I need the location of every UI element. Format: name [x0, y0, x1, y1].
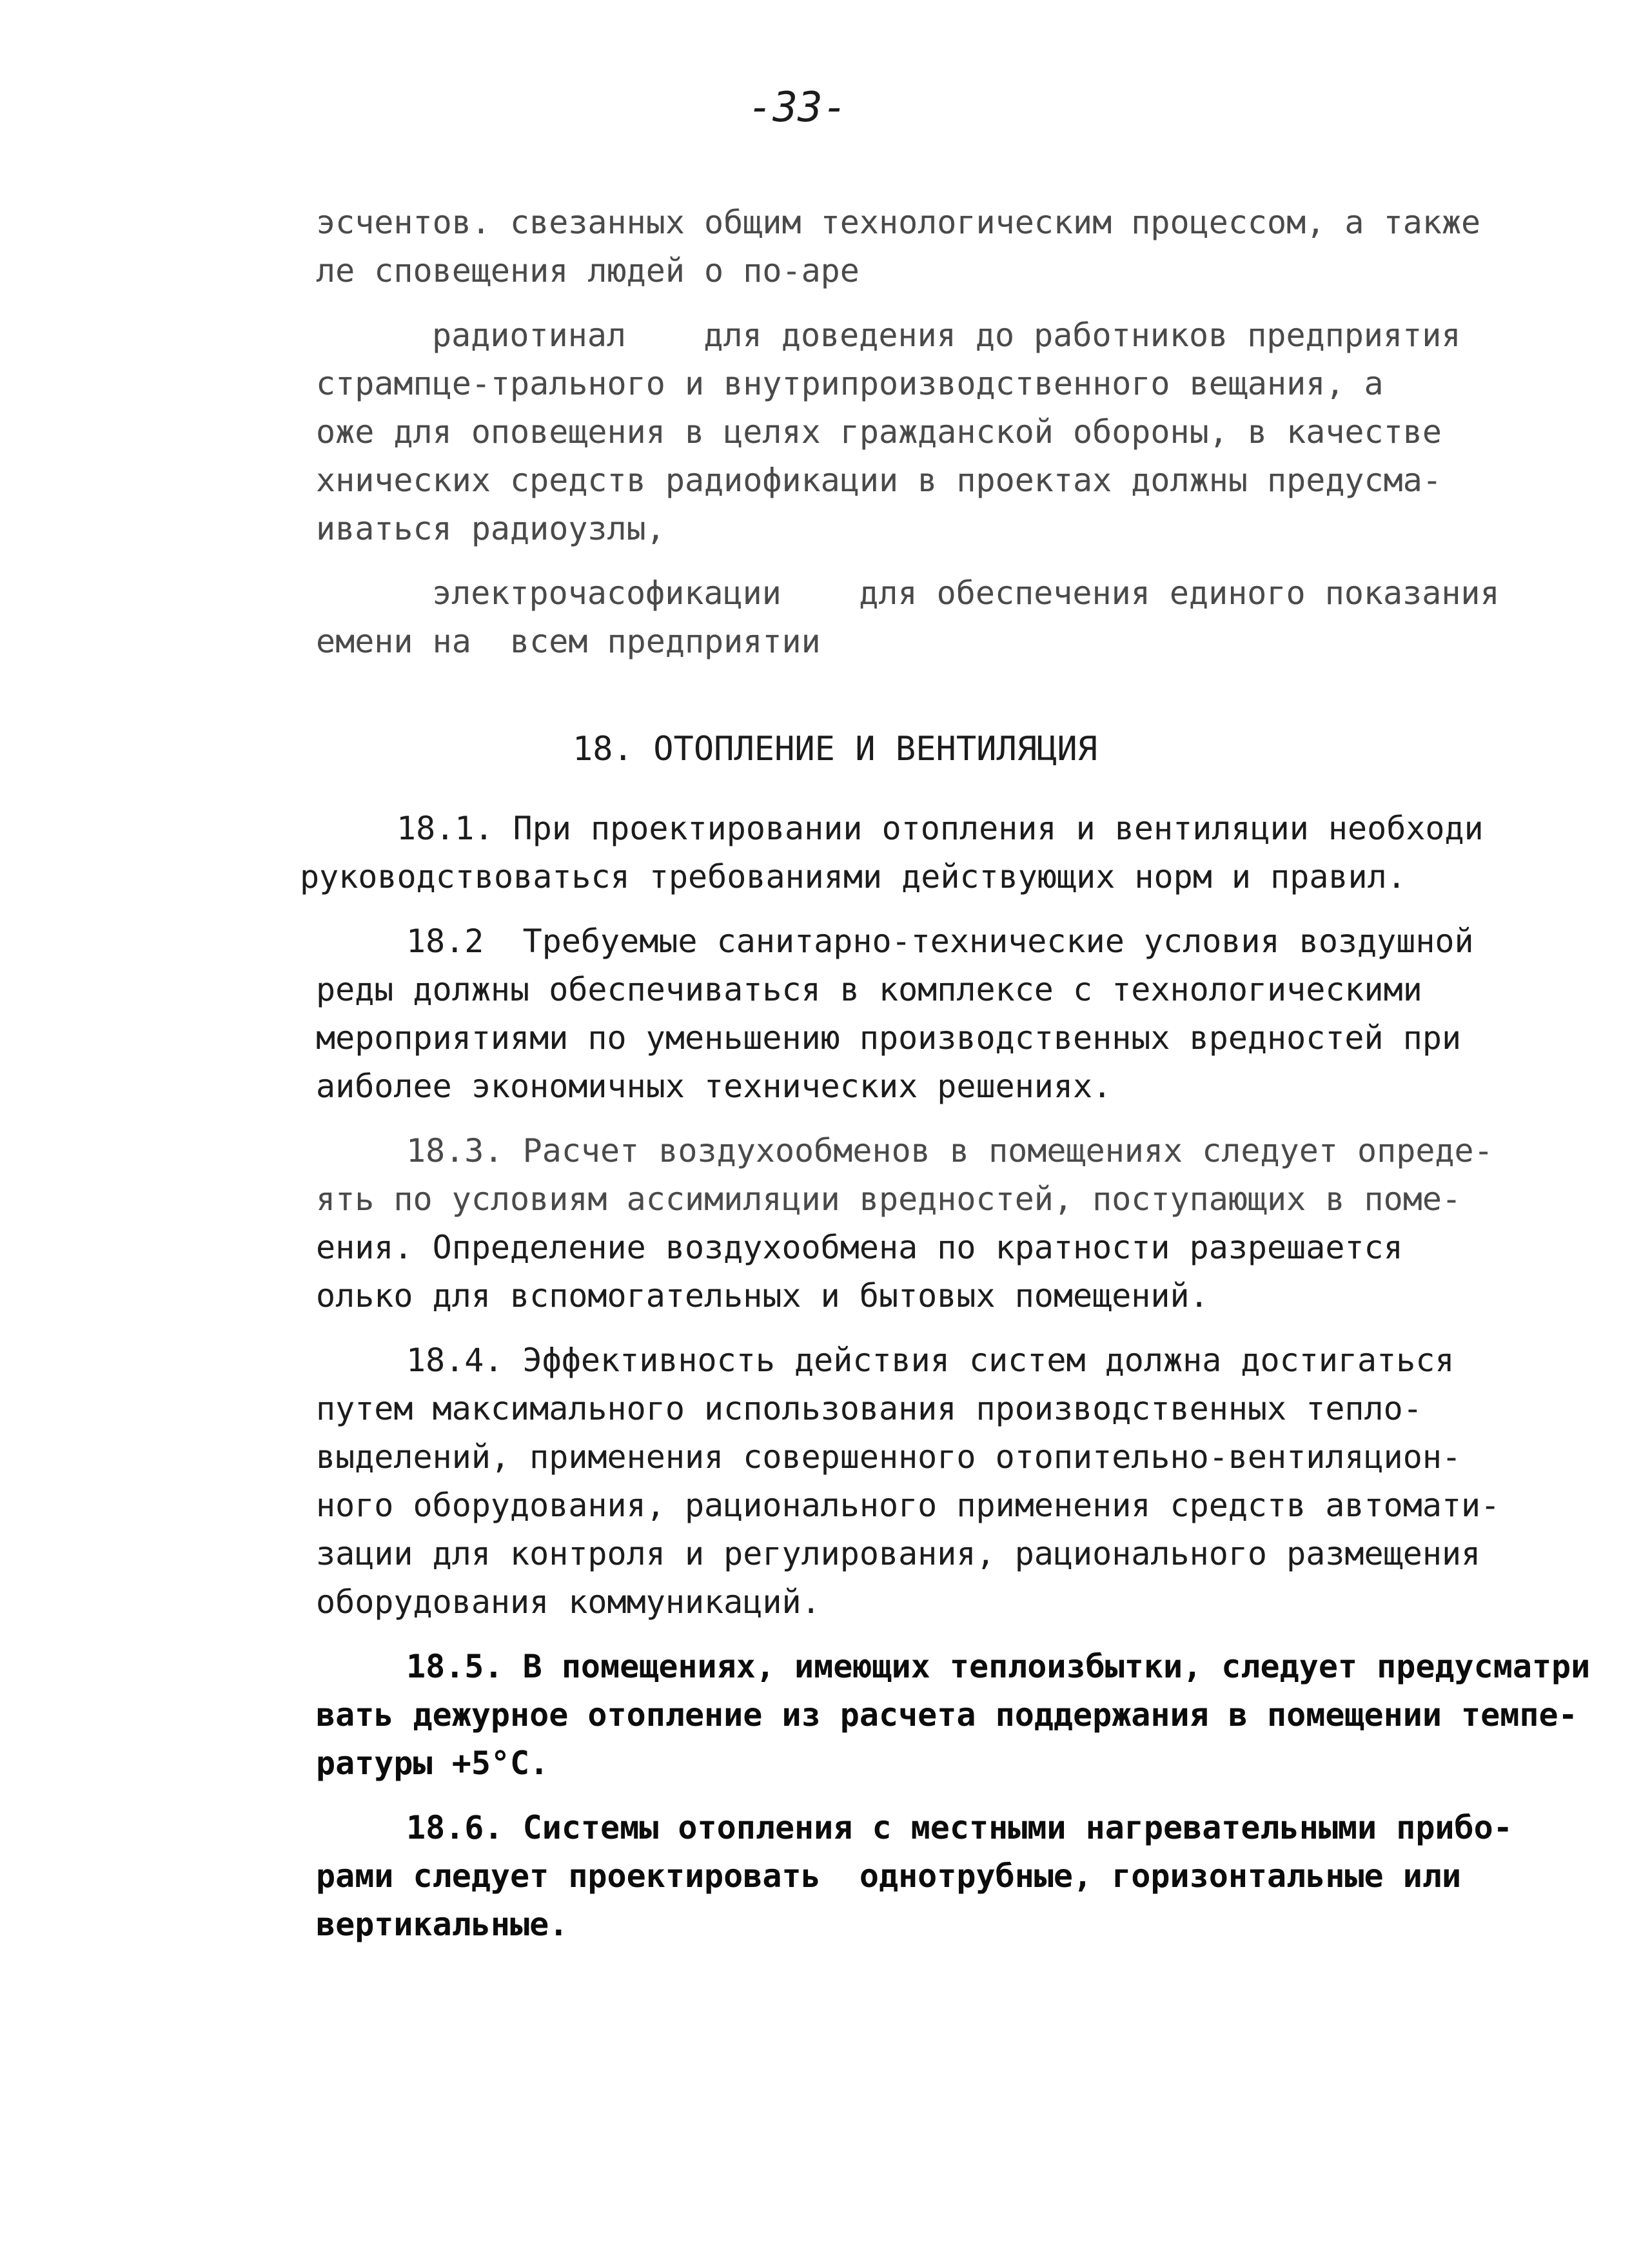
- page-number: -33-: [748, 84, 848, 132]
- text-line: 18.4. Эффективность действия систем должна достигаться: [406, 1342, 1455, 1379]
- text-line: 18.6. Системы отопления с местными нагревательными прибо-: [406, 1809, 1513, 1846]
- text-line: путем максимального использования производственных тепло-: [316, 1390, 1422, 1427]
- section-heading: 18. ОТОПЛЕНИЕ И ВЕНТИЛЯЦИЯ: [573, 730, 1097, 768]
- text-line: 18.5. В помещениях, имеющих теплоизбытки, следует предусматри: [406, 1648, 1591, 1685]
- text-line: выделений, применения совершенного отопительно-вентиляцион-: [316, 1438, 1462, 1476]
- text-line: ратуры +5°С.: [316, 1745, 549, 1782]
- text-line: оже для оповещения в целях гражданской обороны, в качестве: [316, 413, 1442, 451]
- text-line: иваться радиоузлы,: [316, 510, 665, 547]
- text-line: стрампце-трального и внутрипроизводственного вещания, а: [316, 365, 1384, 402]
- text-line: радиотинал для доведения до работников предприятия: [432, 317, 1461, 354]
- text-line: ле сповещения людей о по-аре: [316, 252, 860, 289]
- text-line: ения. Определение воздухообмена по кратности разрешается: [316, 1229, 1403, 1266]
- text-line: олько для вспомогательных и бытовых помещений.: [316, 1277, 1209, 1315]
- text-line: вертикальные.: [316, 1906, 569, 1943]
- text-line: зации для контроля и регулирования, рационального размещения: [316, 1535, 1481, 1572]
- text-line: ять по условиям ассимиляции вредностей, поступающих в поме-: [316, 1180, 1462, 1218]
- text-line: 18.3. Расчет воздухообменов в помещениях следует опреде-: [406, 1132, 1493, 1169]
- text-line: аиболее экономичных технических решениях.: [316, 1068, 1112, 1105]
- text-line: хнических средств радиофикации в проектах должны предусма-: [316, 462, 1442, 499]
- text-line: емени на всем предприятии: [316, 623, 821, 660]
- text-line: вать дежурное отопление из расчета поддержания в помещении темпе-: [316, 1696, 1578, 1734]
- text-line: оборудования коммуникаций.: [316, 1583, 821, 1621]
- text-line: 18.2 Требуемые санитарно-технические условия воздушной: [406, 923, 1474, 960]
- text-line: реды должны обеспечиваться в комплексе с технологическими: [316, 971, 1422, 1008]
- text-line: эсчентов. свезанных общим технологическим процессом, а также: [316, 204, 1481, 241]
- text-line: руководствоваться требованиями действующих норм и правил.: [300, 858, 1406, 895]
- text-line: мероприятиями по уменьшению производственных вредностей при: [316, 1019, 1462, 1057]
- text-line: рами следует проектировать однотрубные, горизонтальные или: [316, 1857, 1462, 1895]
- text-line: электрочасофикации для обеспечения единого показания: [432, 574, 1500, 612]
- text-line: 18.1. При проектировании отопления и вентиляции необходи: [397, 810, 1484, 847]
- text-line: ного оборудования, рационального применения средств автомати-: [316, 1487, 1500, 1524]
